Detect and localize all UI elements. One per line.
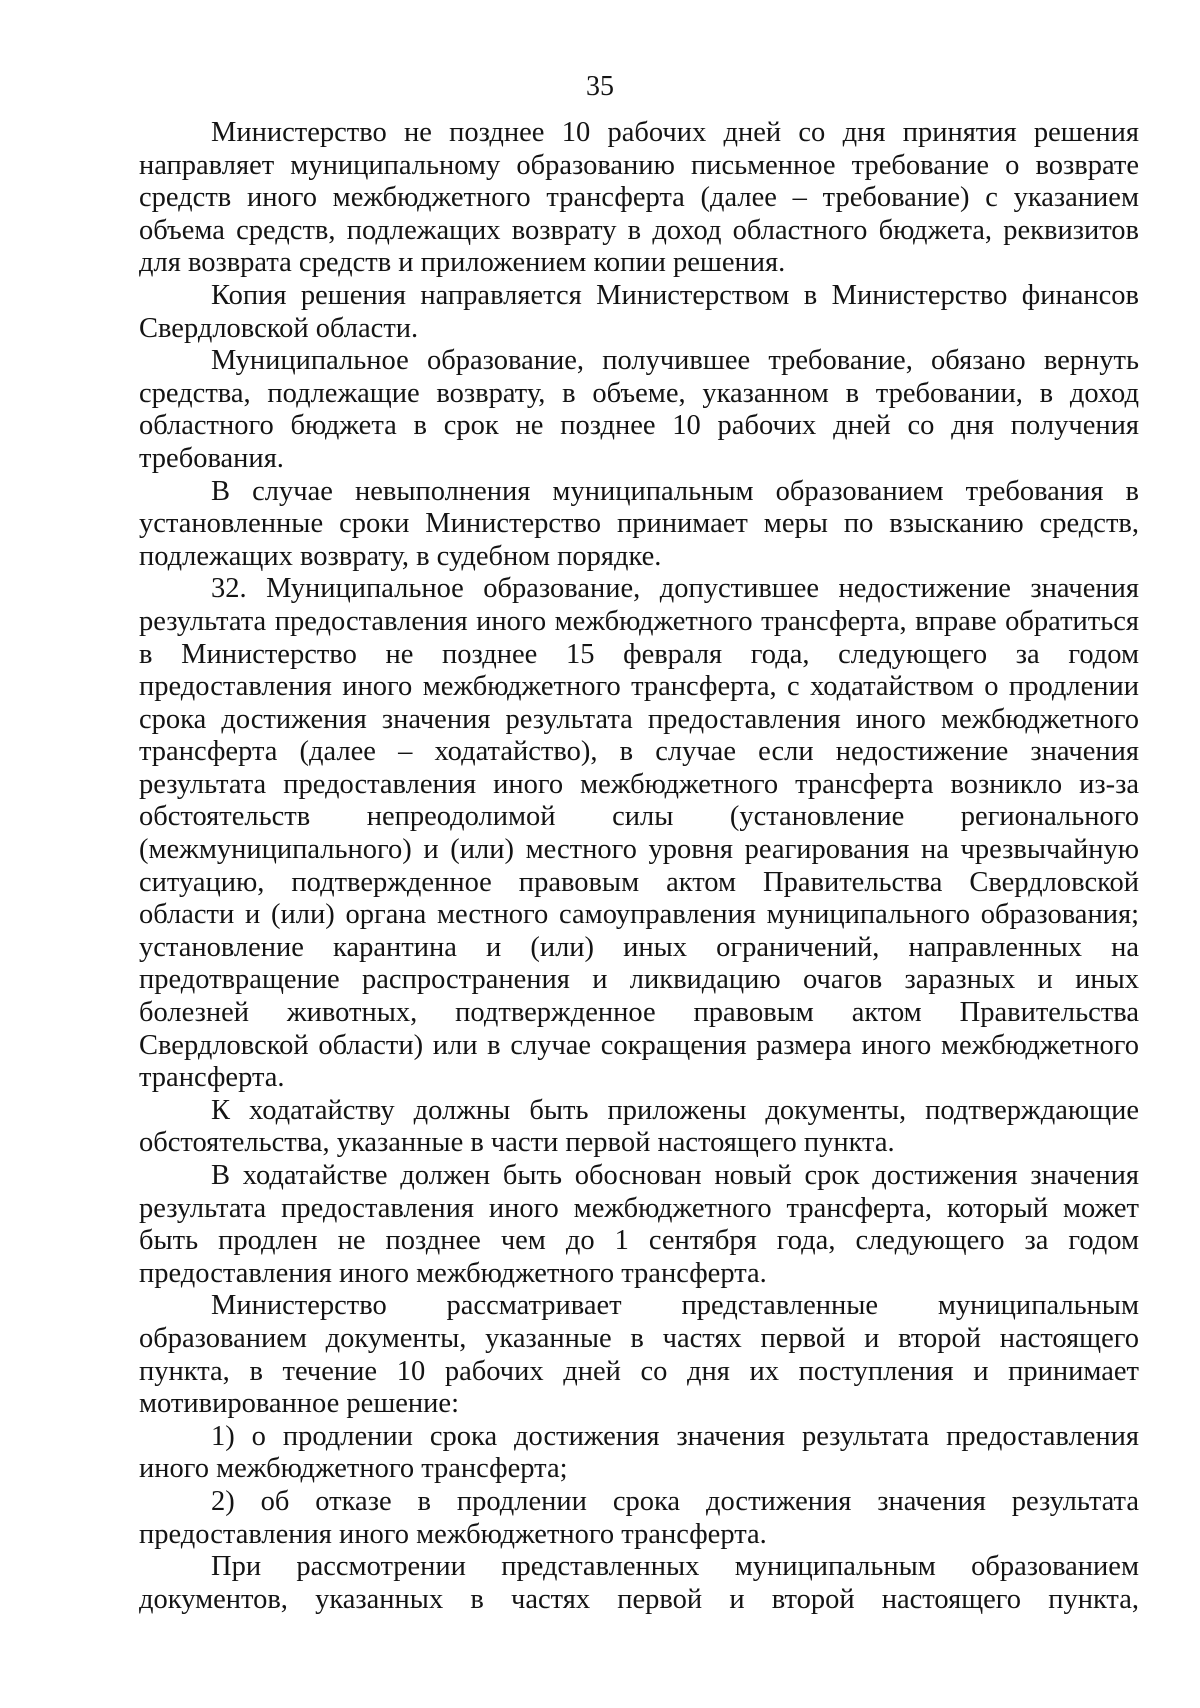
paragraph-new-deadline: В ходатайстве должен быть обоснован новый срок достижения значения результата предоставления иного межбюджетного трансферта, который может быть продлен не позднее чем до 1 сентября года, следующего за годом предоставления иного межбюджетного трансферта. (139, 1160, 1139, 1289)
list-item-extension: 1) о продлении срока достижения значения результата предоставления иного межбюджетного трансферта; (139, 1420, 1139, 1485)
paragraph-return-demand: Министерство не позднее 10 рабочих дней со дня принятия решения направляет муниципальному образованию письменное требование о возврате средств иного межбюджетного трансферта (далее – требование) с указанием объема средств, подлежащих возврату в доход областного бюджета, реквизитов для возврата средств и приложением копии решения. (139, 117, 1139, 279)
list-item-refusal: 2) об отказе в продлении срока достижения значения результата предоставления иного межбюджетного трансферта. (139, 1485, 1139, 1550)
document-body (139, 117, 1139, 1616)
paragraph-court-recovery: В случае невыполнения муниципальным образованием требования в установленные сроки Министерство принимает меры по взысканию средств, подлежащих возврату, в судебном порядке. (139, 475, 1139, 572)
paragraph-return-obligation: Муниципальное образование, получившее требование, обязано вернуть средства, подлежащие возврату, в объеме, указанном в требовании, в доход областного бюджета в срок не позднее 10 рабочих дней со дня получения требования. (139, 345, 1139, 474)
page-number: 35 (586, 71, 614, 102)
paragraph-ministry-review: Министерство рассматривает представленные муниципальным образованием документы, указанные в частях первой и второй настоящего пункта, в течение 10 рабочих дней со дня их поступления и принимает мотивированное решение: (139, 1290, 1139, 1420)
paragraph-review-continued: При рассмотрении представленных муниципальным образованием документов, указанных в частях первой и второй настоящего пункта, (139, 1551, 1139, 1615)
paragraph-copy-to-finance-ministry: Копия решения направляется Министерством в Министерство финансов Свердловской области. (139, 279, 1139, 344)
paragraph-petition-documents: К ходатайству должны быть приложены документы, подтверждающие обстоятельства, указанные в части первой настоящего пункта. (139, 1094, 1139, 1159)
paragraph-clause-32: 32. Муниципальное образование, допустившее недостижение значения результата предоставления иного межбюджетного трансферта, вправе обратиться в Министерство не позднее 15 февраля года, следующего за годом предоставления иного межбюджетного трансферта, с ходатайством о продлении срока достижения значения результата предоставления иного межбюджетного трансферта (далее – ходатайство), в случае если недостижение значения результата предоставления иного межбюджетного трансферта возникло из-за обстоятельств непреодолимой силы (установление регионального (межмуниципального) и (или) местного уровня реагирования на чрезвычайную ситуацию, подтвержденное правовым актом Правительства Свердловской области и (или) органа местного самоуправления муниципального образования; установление карантина и (или) иных ограничений, направленных на предотвращение распространения и ликвидацию очагов заразных и иных болезней животных, подтвержденное правовым актом Правительства Свердловской области) или в случае сокращения размера иного межбюджетного трансферта. (139, 573, 1139, 1094)
